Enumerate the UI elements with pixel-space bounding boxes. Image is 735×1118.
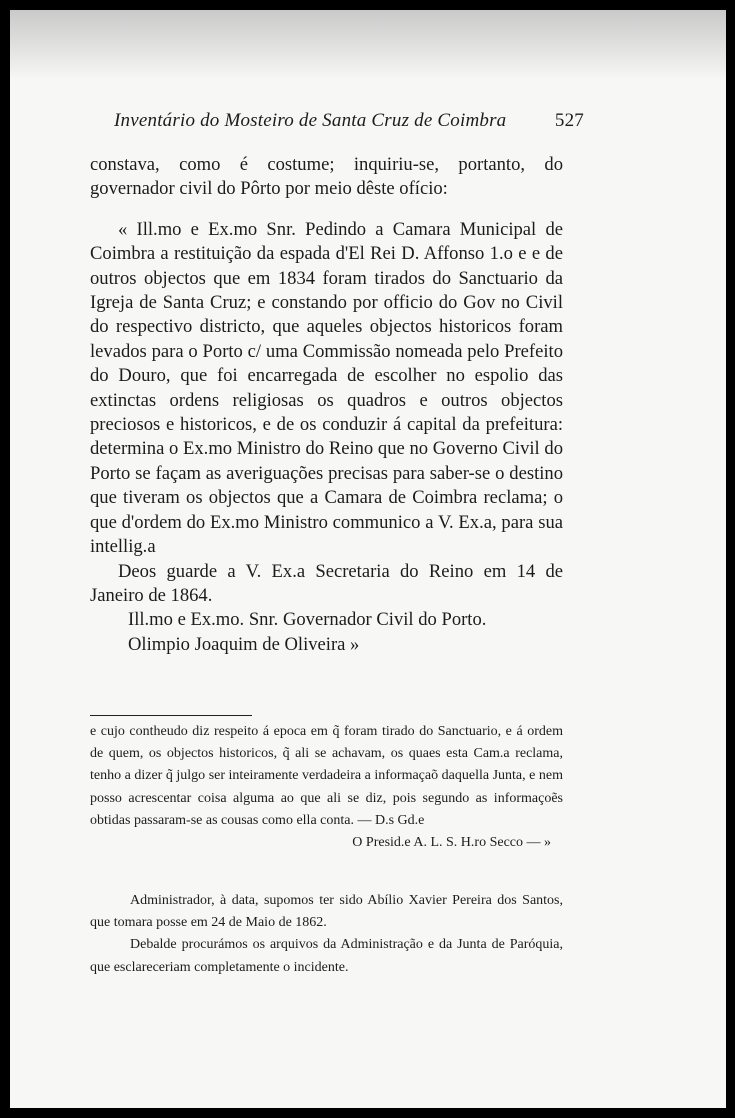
running-header	[114, 110, 584, 132]
footnote-signature: O Presid.e A. L. S. H.ro Secco — »	[352, 835, 551, 851]
scan-shadow	[10, 10, 726, 80]
intro-paragraph: constava, como é costume; inquiriu-se, portanto, do governador civil do Pôrto por meio dêste ofício:	[90, 154, 563, 200]
footnote-rule	[90, 715, 252, 716]
book-page	[10, 10, 726, 1108]
notes	[90, 890, 563, 979]
letter-closing: Deos guarde a V. Ex.a Secretaria do Reino em 14 de Janeiro de 1864.	[90, 560, 563, 606]
footnote-text: e cujo contheudo diz respeito á epoca em q̃ foram tirado do Sanctuario, e á ordem de quem, os objectos historicos, q̃ ali se achavam, os quaes esta Cam.a reclama, tenho a dizer q̃ julgo ser inteiramente verdadeira a informaçaõ daquella Junta, e nem posso acrescentar coisa alguma ao que ali se diz, pois segundo as informaçoẽs obtidas passaram-se as cousas como ella conta. — D.s Gd.e	[90, 724, 563, 828]
running-title: Inventário do Mosteiro de Santa Cruz de Coimbra	[114, 110, 507, 131]
letter-addressee: Ill.mo e Ex.mo. Snr. Governador Civil do Porto.	[128, 609, 487, 631]
footnote	[90, 721, 563, 854]
page-number: 527	[554, 110, 584, 131]
note-paragraph: Debalde procurámos os arquivos da Administração e da Junta de Paróquia, que esclareceriam completamente o incidente.	[90, 937, 563, 975]
note-paragraph: Administrador, à data, supomos ter sido Abílio Xavier Pereira dos Santos, que tomara posse em 24 de Maio de 1862.	[90, 893, 563, 931]
letter-signature: Olimpio Joaquim de Oliveira »	[128, 633, 360, 655]
main-text	[90, 153, 563, 657]
letter-paragraph: « Ill.mo e Ex.mo Snr. Pedindo a Camara Municipal de Coimbra a restituição da espada d'El Rei D. Affonso 1.o e e de outros objectos que em 1834 foram tirados do Sanctuario da Igreja de Santa Cruz; e constando por officio do Gov no Civil do respectivo districto, que aqueles objectos historicos foram levados para o Porto c/ uma Commissão nomeada pelo Prefeito do Douro, que foi encarregada de escolher no espolio das extinctas ordens religiosas os quadros e outros objectos preciosos e historicos, e de os conduzir á capital da prefeitura: determina o Ex.mo Ministro do Reino que no Governo Civil do Porto se façam as averiguações precisas para saber-se o destino que tiveram os objectos que a Camara de Coimbra reclama; o que d'ordem do Ex.mo Ministro communico a V. Ex.a, para sua intellig.a	[90, 218, 563, 558]
